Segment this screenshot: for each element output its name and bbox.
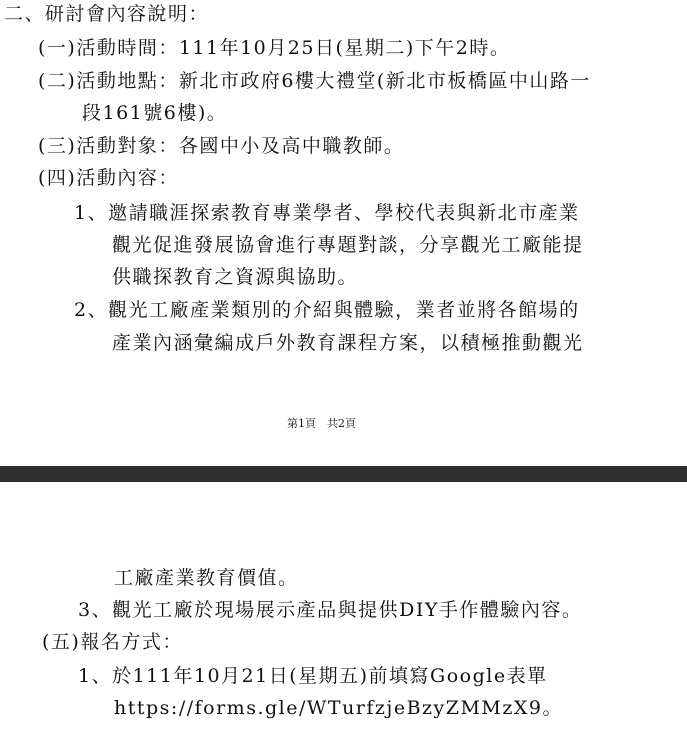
registration-item-1: 1、於111年10月21日(星期五)前填寫Google表單 — [78, 665, 548, 687]
event-audience: (三)活動對象：各國中小及高中職教師。 — [38, 135, 405, 157]
content-item-1-cont: 觀光促進發展協會進行專題對談，分享觀光工廠能提 — [112, 234, 584, 256]
content-item-2-cont: 產業內涵彙編成戶外教育課程方案，以積極推動觀光 — [112, 332, 584, 354]
event-location: (二)活動地點：新北市政府6樓大禮堂(新北市板橋區中山路一 — [38, 70, 591, 92]
content-item-1-cont2: 供職探教育之資源與協助。 — [112, 266, 359, 288]
registration-heading: (五)報名方式： — [42, 631, 183, 653]
event-location-cont: 段161號6樓)。 — [82, 102, 228, 124]
content-item-1: 1、邀請職涯探索教育專業學者、學校代表與新北市產業 — [74, 202, 580, 224]
registration-link[interactable]: https://forms.gle/WTurfzjeBzyZMMzX9。 — [114, 697, 564, 719]
content-item-3: 3、觀光工廠於現場展示產品與提供DIY手作體驗內容。 — [78, 599, 583, 621]
page-separator — [0, 466, 687, 482]
page-number-footer: 第1頁 共2頁 — [287, 417, 356, 430]
content-item-2-cont2: 工廠產業教育價值。 — [114, 567, 299, 589]
section-heading: 二、研討會內容說明： — [4, 3, 210, 25]
event-time: (一)活動時間：111年10月25日(星期二)下午2時。 — [38, 37, 511, 59]
event-content-heading: (四)活動內容： — [38, 167, 179, 189]
document-page-2 — [0, 482, 687, 745]
content-item-2: 2、觀光工廠產業類別的介紹與體驗，業者並將各館場的 — [74, 299, 580, 321]
